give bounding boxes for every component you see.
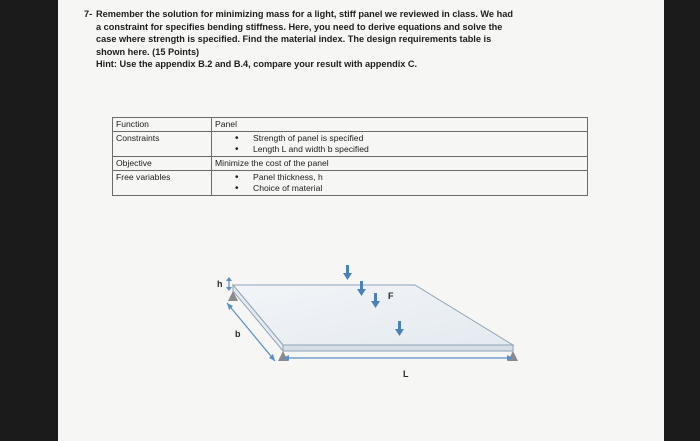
function-value: Panel bbox=[212, 118, 588, 132]
constraint-item: • Length L and width b specified bbox=[215, 144, 584, 155]
question-text bbox=[84, 8, 616, 71]
constraints-list-cell bbox=[212, 132, 588, 157]
constraints-list bbox=[215, 133, 584, 155]
function-label: Function bbox=[113, 118, 212, 132]
panel-figure bbox=[195, 255, 535, 380]
label-l: L bbox=[403, 369, 409, 379]
constraint-item: • Strength of panel is specified bbox=[215, 133, 584, 144]
h-arrow-bottom bbox=[226, 287, 232, 291]
free-variables-list-cell bbox=[212, 171, 588, 196]
label-b: b bbox=[235, 329, 241, 339]
question-line-1: Remember the solution for minimizing mass for a light, stiff panel we reviewed in class. We had bbox=[96, 9, 513, 19]
question-line-3: case where strength is specified. Find the material index. The design requirements table is bbox=[96, 34, 492, 45]
table-row-objective bbox=[113, 157, 588, 171]
table-row-constraints bbox=[113, 132, 588, 157]
table-row-function bbox=[113, 118, 588, 132]
question-number: 7- bbox=[84, 9, 93, 19]
question-line-4: shown here. (15 Points) bbox=[96, 46, 200, 57]
panel-diagram bbox=[195, 255, 535, 380]
question-line-2: a constraint for specifies bending stiffness. Here, you need to derive equations and solve the bbox=[96, 21, 503, 32]
objective-label: Objective bbox=[113, 157, 212, 171]
table-row-free-variables bbox=[113, 171, 588, 196]
panel-front-face bbox=[283, 345, 513, 351]
question-hint: Hint: Use the appendix B.2 and B.4, compare your result with appendix C. bbox=[96, 59, 418, 70]
constraints-label: Constraints bbox=[113, 132, 212, 157]
label-h: h bbox=[217, 279, 223, 289]
free-variables-list bbox=[215, 172, 584, 194]
free-variables-label: Free variables bbox=[113, 171, 212, 196]
free-variable-item: • Choice of material bbox=[215, 183, 584, 194]
label-f: F bbox=[388, 291, 394, 301]
load-arrow-icon bbox=[343, 265, 352, 280]
h-arrow-top bbox=[226, 277, 232, 281]
free-variable-item: • Panel thickness, h bbox=[215, 172, 584, 183]
design-requirements-table bbox=[112, 117, 588, 196]
objective-value: Minimize the cost of the panel bbox=[212, 157, 588, 171]
